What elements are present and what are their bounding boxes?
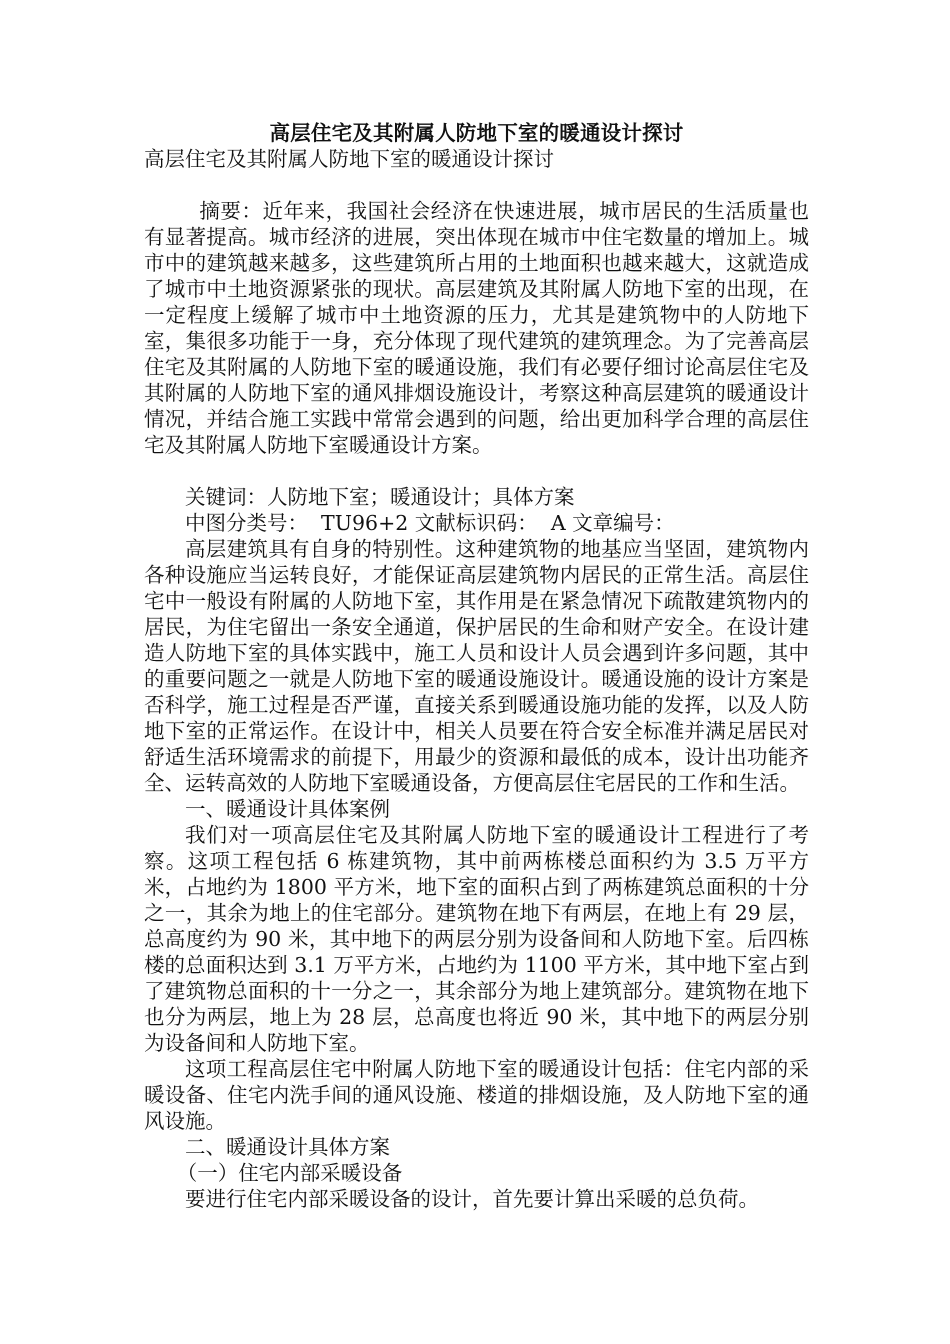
document-subtitle: 高层住宅及其附属人防地下室的暖通设计探讨 [144, 147, 554, 171]
spacer [144, 458, 809, 484]
section2-subheading-1: （一）住宅内部采暖设备 [176, 1161, 403, 1185]
intro-paragraph: 高层建筑具有自身的特别性。这种建筑物的地基应当坚固，建筑物内各种设施应当运转良好，才能保证高层建筑物内居民的正常生活。高层住宅中一般设有附属的人防地下室，其作用是在紧急情况下疏散建筑物内的居民，为住宅留出一条安全通道，保护居民的生命和财产安全。在设计建造人防地下室的具体实践中，施工人员和设计人员会遇到许多问题，其中的重要问题之一就是人防地下室的暖通设施设计。暖通设施的设计方案是否科学，施工过程是否严谨，直接关系到暖通设施功能的发挥，以及人防地下室的正常运作。在设计中，相关人员要在符合安全标准并满足居民对舒适生活环境需求的前提下，用最少的资源和最低的成本，设计出功能齐全、运转高效的人防地下室暖通设备，方便高层住宅居民的工作和生活。 [144, 537, 809, 795]
section1-paragraph-2: 这项工程高层住宅中附属人防地下室的暖通设计包括：住宅内部的采暖设备、住宅内洗手间的通风设施、楼道的排烟设施，及人防地下室的通风设施。 [144, 1057, 809, 1133]
section1-paragraph-1: 我们对一项高层住宅及其附属人防地下室的暖通设计工程进行了考察。这项工程包括 6 栋建筑物，其中前两栋楼总面积约为 3.5 万平方米，占地约为 1800 平方米，地下室的面积占到了两栋建筑总面积的十分之一，其余为地上的住宅部分。建筑物在地下有两层，在地上有 29 层，总高度约为 90 米，其中地下的两层分别为设备间和人防地下室。后四栋楼的总面积达到 3.1 万平方米，占地约为 1100 平方米，其中地下室占到了建筑物总面积的十一分之一，其余部分为地上建筑部分。建筑物在地下也分为两层，地上为 28 层，总高度也将近 90 米，其中地下的两层分别为设备间和人防地下室。 [144, 823, 809, 1055]
keywords-line: 关键词：人防地下室；暖通设计；具体方案 [185, 485, 575, 509]
document-page [144, 120, 809, 1212]
section2-heading: 二、暖通设计具体方案 [185, 1135, 390, 1159]
classification-line: 中图分类号： TU96+2 文献标识码： A 文章编号： [185, 511, 675, 535]
section2-paragraph-1: 要进行住宅内部采暖设备的设计，首先要计算出采暖的总负荷。 [185, 1187, 759, 1211]
section1-heading: 一、暖通设计具体案例 [185, 797, 390, 821]
document-title: 高层住宅及其附属人防地下室的暖通设计探讨 [269, 121, 684, 145]
abstract-paragraph: 摘要：近年来，我国社会经济在快速进展，城市居民的生活质量也有显著提高。城市经济的进展，突出体现在城市中住宅数量的增加上。城市中的建筑越来越多，这些建筑所占用的土地面积也越来越大，这就造成了城市中土地资源紧张的现状。高层建筑及其附属人防地下室的出现，在一定程度上缓解了城市中土地资源的压力，尤其是建筑物中的人防地下室，集很多功能于一身，充分体现了现代建筑的建筑理念。为了完善高层住宅及其附属的人防地下室的暖通设施，我们有必要仔细讨论高层住宅及其附属的人防地下室的通风排烟设施设计，考察这种高层建筑的暖通设计情况，并结合施工实践中常常会遇到的问题，给出更加科学合理的高层住宅及其附属人防地下室暖通设计方案。 [144, 199, 809, 457]
spacer [144, 172, 809, 198]
